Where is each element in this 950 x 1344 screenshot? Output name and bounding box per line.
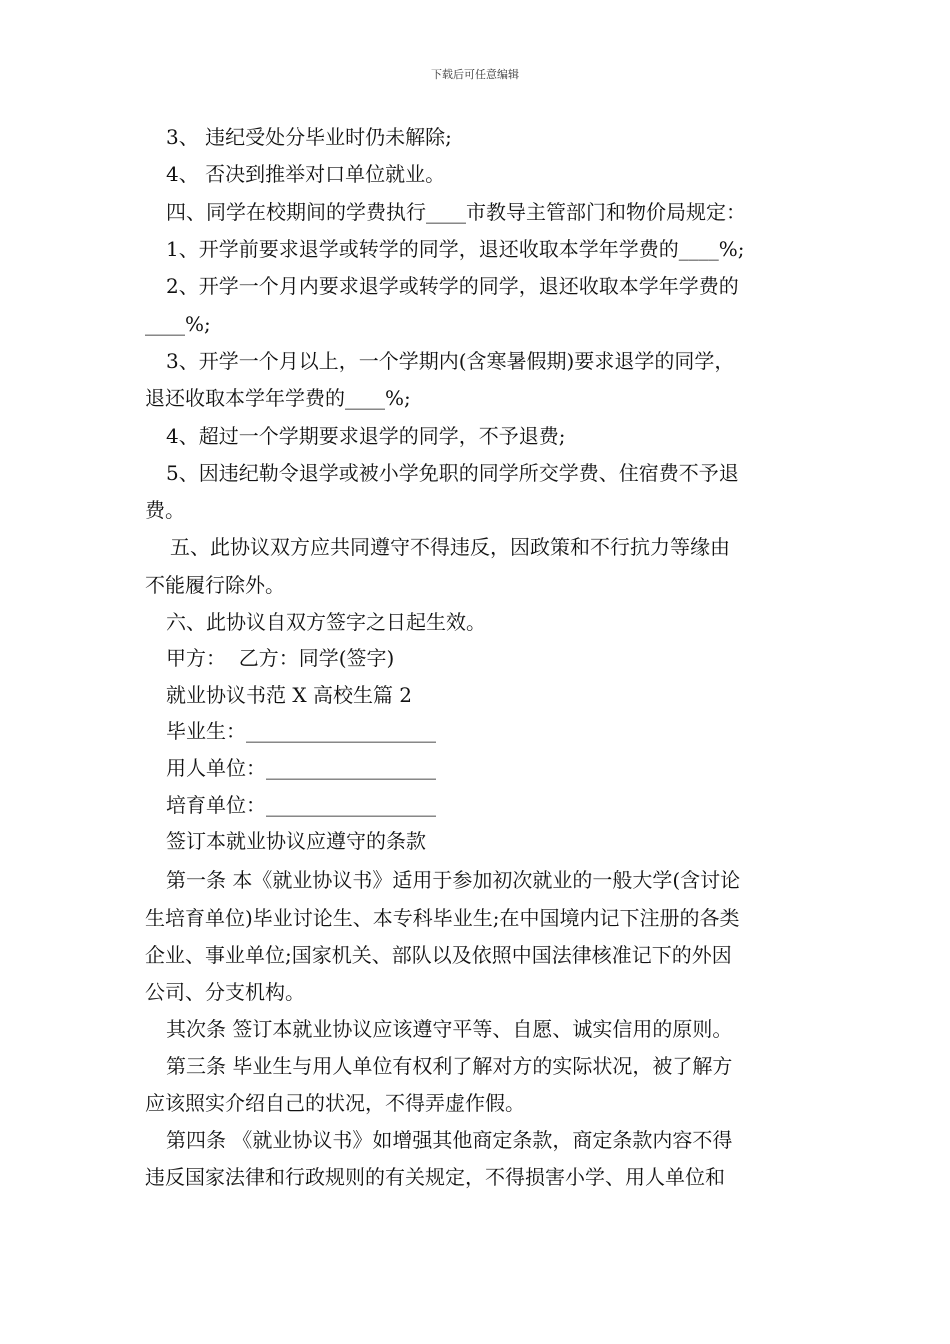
text-line: 毕业生：___________________: [166, 719, 436, 743]
text-line: 费。: [145, 498, 185, 522]
text-line: 应该照实介绍自己的状况，不得弄虚作假。: [145, 1091, 525, 1115]
text-line: 1、开学前要求退学或转学的同学，退还收取本学年学费的____%;: [166, 237, 745, 261]
text-line: 不能履行除外。: [145, 573, 285, 597]
text-line: 3、 违纪受处分毕业时仍未解除;: [166, 125, 452, 149]
text-line: 就业协议书范 X 高校生篇 2: [166, 683, 413, 707]
text-line: 其次条 签订本就业协议应该遵守平等、自愿、诚实信用的原则。: [166, 1017, 733, 1041]
text-line: 2、开学一个月内要求退学或转学的同学，退还收取本学年学费的: [166, 274, 739, 298]
text-line: ____%;: [145, 312, 211, 336]
text-line: 5、因违纪勒令退学或被小学免职的同学所交学费、住宿费不予退: [166, 461, 739, 485]
text-line: 退还收取本学年学费的____%;: [145, 386, 411, 410]
text-line: 六、此协议自双方签字之日起生效。: [166, 610, 486, 634]
text-line: 企业、事业单位;国家机关、部队以及依照中国法律核准记下的外因: [145, 943, 732, 967]
text-line: 第一条 本《就业协议书》适用于参加初次就业的一般大学(含讨论: [166, 868, 741, 892]
text-line: 生培育单位)毕业讨论生、本专科毕业生;在中国境内记下注册的各类: [145, 906, 740, 930]
text-line: 违反国家法律和行政规则的有关规定，不得损害小学、用人单位和: [145, 1165, 725, 1189]
text-line: 第四条 《就业协议书》如增强其他商定条款，商定条款内容不得: [166, 1128, 733, 1152]
text-line: 用人单位：_________________: [166, 756, 436, 780]
text-line: 五、此协议双方应共同遵守不得违反，因政策和不行抗力等缘由: [170, 535, 730, 559]
text-line: 培育单位：_________________: [166, 793, 436, 817]
text-line: 公司、分支机构。: [145, 980, 305, 1004]
text-line: 4、超过一个学期要求退学的同学，不予退费;: [166, 424, 566, 448]
text-line: 签订本就业协议应遵守的条款: [166, 829, 426, 853]
text-line: 4、 否决到推举对口单位就业。: [166, 162, 446, 186]
text-line: 第三条 毕业生与用人单位有权利了解对方的实际状况，被了解方: [166, 1054, 733, 1078]
text-line: 甲方： 乙方：同学(签字): [166, 646, 395, 670]
text-line: 3、开学一个月以上，一个学期内(含寒暑假期)要求退学的同学，: [166, 349, 735, 373]
page-header: 下载后可任意编辑: [431, 68, 519, 81]
text-line: 四、同学在校期间的学费执行____市教导主管部门和物价局规定：: [166, 200, 746, 224]
